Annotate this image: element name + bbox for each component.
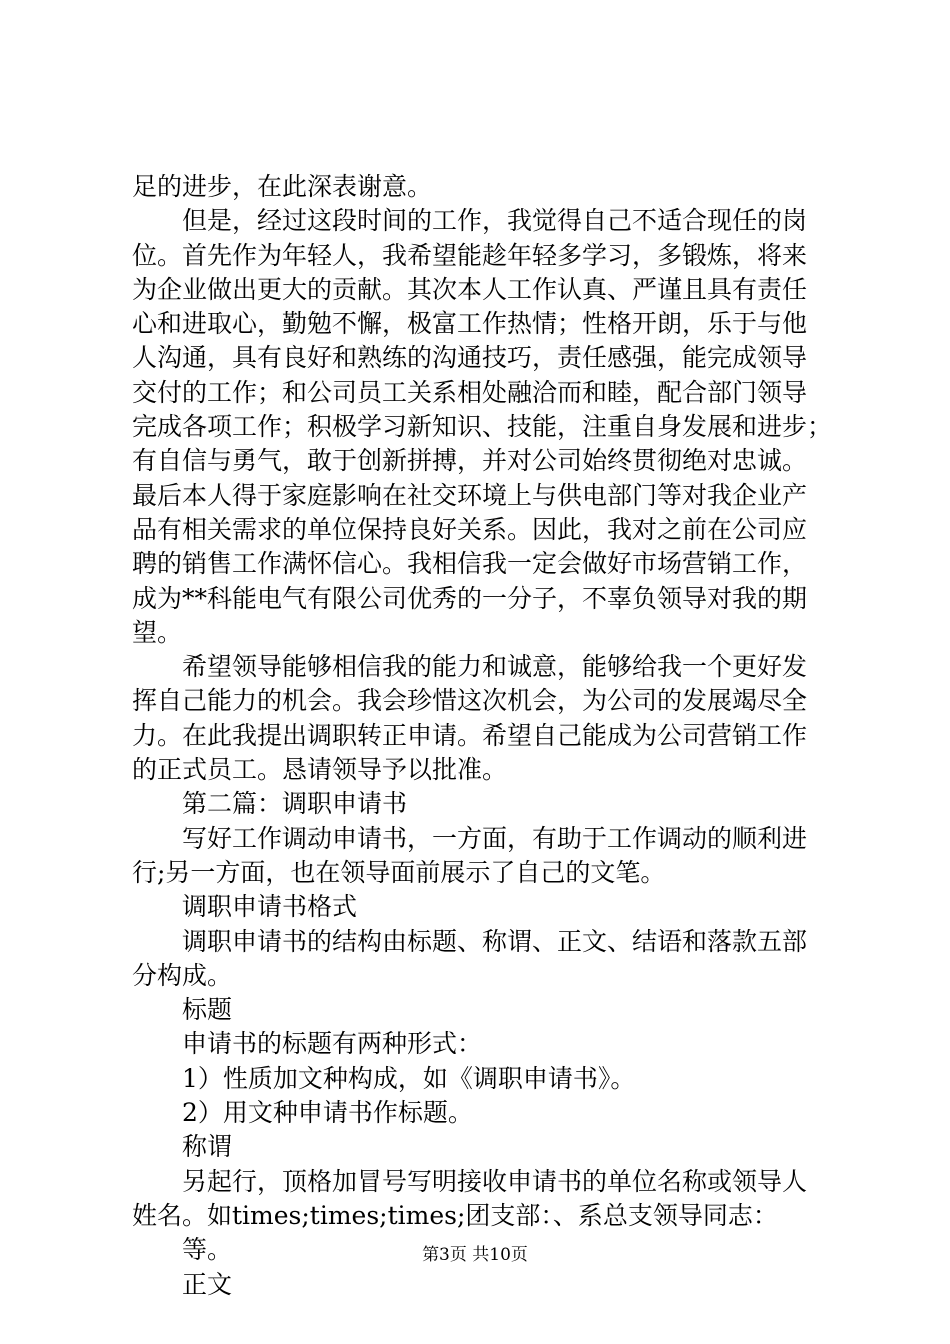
text-line: 等。	[182, 1235, 233, 1265]
text-line: 为企业做出更大的贡献。其次本人工作认真、严谨且具有责任	[132, 274, 808, 304]
page-footer: 第3页 共10页	[422, 1245, 528, 1265]
text-line: 最后本人得于家庭影响在社交环境上与供电部门等对我企业产	[132, 480, 808, 510]
text-line: 心和进取心，勤勉不懈，极富工作热情；性格开朗，乐于与他	[132, 309, 808, 339]
text-line: 足的进步，在此深表谢意。	[132, 172, 433, 201]
text-line: 称谓	[182, 1132, 233, 1162]
text-line: 正文	[182, 1269, 233, 1299]
text-line: 希望领导能够相信我的能力和诚意，能够给我一个更好发	[182, 652, 808, 682]
text-line: 但是，经过这段时间的工作，我觉得自己不适合现任的岗	[182, 206, 808, 236]
text-line: 行;另一方面，也在领导面前展示了自己的文笔。	[132, 857, 666, 887]
text-line: 品有相关需求的单位保持良好关系。因此，我对之前在公司应	[132, 514, 808, 544]
text-line: 分构成。	[132, 960, 233, 990]
text-line: 成为**科能电气有限公司优秀的一分子，不辜负领导对我的期	[132, 583, 808, 613]
text-line: 完成各项工作；积极学习新知识、技能，注重自身发展和进步；	[132, 412, 833, 442]
text-line: 标题	[182, 995, 233, 1025]
text-line: 姓名。如times;times;times;团支部：、系总支领导同志：	[132, 1200, 778, 1230]
text-line: 另起行，顶格加冒号写明接收申请书的单位名称或领导人	[182, 1166, 808, 1196]
text-line: 申请书的标题有两种形式：	[182, 1029, 483, 1059]
text-line: 位。首先作为年轻人，我希望能趁年轻多学习，多锻炼，将来	[132, 240, 808, 270]
text-line: 1）性质加文种构成，如《调职申请书》。	[182, 1063, 636, 1093]
text-line: 有自信与勇气，敢于创新拼搏，并对公司始终贯彻绝对忠诚。	[132, 446, 808, 476]
document-body	[132, 170, 840, 1302]
text-line: 第二篇：调职申请书	[182, 789, 408, 819]
text-line: 2）用文种申请书作标题。	[182, 1098, 473, 1128]
text-line: 交付的工作；和公司员工关系相处融洽而和睦，配合部门领导	[132, 377, 808, 407]
text-line: 聘的销售工作满怀信心。我相信我一定会做好市场营销工作，	[132, 549, 808, 579]
text-line: 的正式员工。恳请领导予以批准。	[132, 755, 508, 785]
text-line: 望。	[132, 617, 183, 647]
text-line: 人沟通，具有良好和熟练的沟通技巧，责任感强，能完成领导	[132, 343, 808, 373]
text-line: 写好工作调动申请书，一方面，有助于工作调动的顺利进	[182, 823, 808, 853]
text-line: 挥自己能力的机会。我会珍惜这次机会，为公司的发展竭尽全	[132, 686, 808, 716]
text-line: 力。在此我提出调职转正申请。希望自己能成为公司营销工作	[132, 720, 808, 750]
text-line: 调职申请书格式	[182, 892, 358, 922]
text-line: 调职申请书的结构由标题、称谓、正文、结语和落款五部	[182, 926, 808, 956]
